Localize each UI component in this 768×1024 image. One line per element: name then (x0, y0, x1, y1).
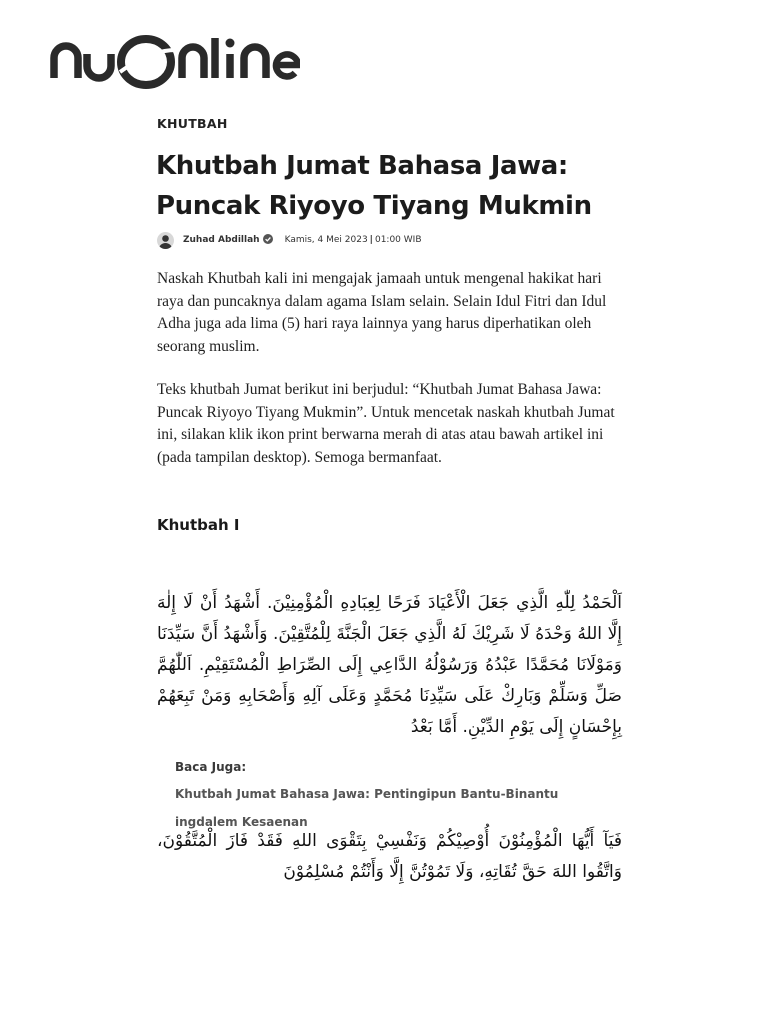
intro-paragraph: Naskah Khutbah kali ini mengajak jamaah untuk mengenal hakikat hari raya dan puncaknya dalam agama Islam selain. Selain Idul Fitri dan Idul Adha juga ada lima (5) hari raya lainnya yang harus diperhatikan oleh seorang muslim. (157, 270, 607, 355)
section-heading: Khutbah I (157, 516, 240, 534)
category-label[interactable]: KHUTBAH (157, 116, 228, 131)
article-title: Khutbah Jumat Bahasa Jawa: Puncak Riyoyo Tiyang Mukmin (156, 151, 592, 221)
arabic-wasiat: فَيَآ أَيُّهَا الْمُؤْمِنُوْنَ أُوْصِيْكُمْ وَنَفْسِيْ بِتَقْوَى اللهِ فَقَدْ فَازَ الْمُتَّقُوْنَ، وَاتَّقُوا اللهَ حَقَّ تُقَاتِهِ، وَلَا تَمُوْتُنَّ إِلَّا وَأَنْتُمْ مُسْلِمُوْنَ (157, 831, 622, 882)
byline (157, 230, 422, 250)
site-logo[interactable] (50, 32, 300, 94)
baca-juga-label: Baca Juga: (175, 760, 247, 774)
related-article-link[interactable]: Khutbah Jumat Bahasa Jawa: Pentingipun Bantu-Binantu ingdalem Kesaenan (175, 787, 559, 829)
author-name[interactable]: Zuhad Abdillah (183, 235, 260, 245)
arabic-opening: اَلْحَمْدُ لِلّٰهِ الَّذِي جَعَلَ الْأَعْيَادَ فَرَحًا لِعِبَادِهِ الْمُؤْمِنِيْنَ. أَشْهَدُ أَنْ لَا إِلٰهَ إِلَّا اللهُ وَحْدَهُ لَا شَرِيْكَ لَهُ الَّذِي جَعَلَ الْجَنَّةَ لِلْمُتَّقِيْنَ. وَأَشْهَدُ أَنَّ سَيِّدَنَا وَمَوْلَانَا مُحَمَّدًا عَبْدُهُ وَرَسُوْلُهُ الدَّاعِي إِلَى الصِّرَاطِ الْمُسْتَقِيْمِ. اَللّٰهُمَّ صَلِّ وَسَلِّمْ وَبَارِكْ عَلَى سَيِّدِنَا مُحَمَّدٍ وَعَلَى آلِهِ وَأَصْحَابِهِ وَمَنْ تَبِعَهُمْ بِإِحْسَانٍ إِلَى يَوْمِ الدِّيْنِ. أَمَّا بَعْدُ (157, 593, 622, 737)
publish-time: 01:00 WIB (374, 235, 422, 245)
author-avatar[interactable] (157, 232, 174, 249)
date-separator: | (369, 235, 373, 245)
publish-date: Kamis, 4 Mei 2023 (284, 235, 368, 245)
verified-check-icon (263, 234, 273, 247)
baca-juga-box (175, 760, 615, 836)
instruction-paragraph: Teks khutbah Jumat berikut ini berjudul: “Khutbah Jumat Bahasa Jawa: Puncak Riyoyo Tiyang Mukmin”. Untuk mencetak naskah khutbah Jumat ini, silakan klik ikon print berwarna merah di atas atau bawah artikel ini (pada tampilan desktop). Semoga bermanfaat. (157, 381, 615, 466)
